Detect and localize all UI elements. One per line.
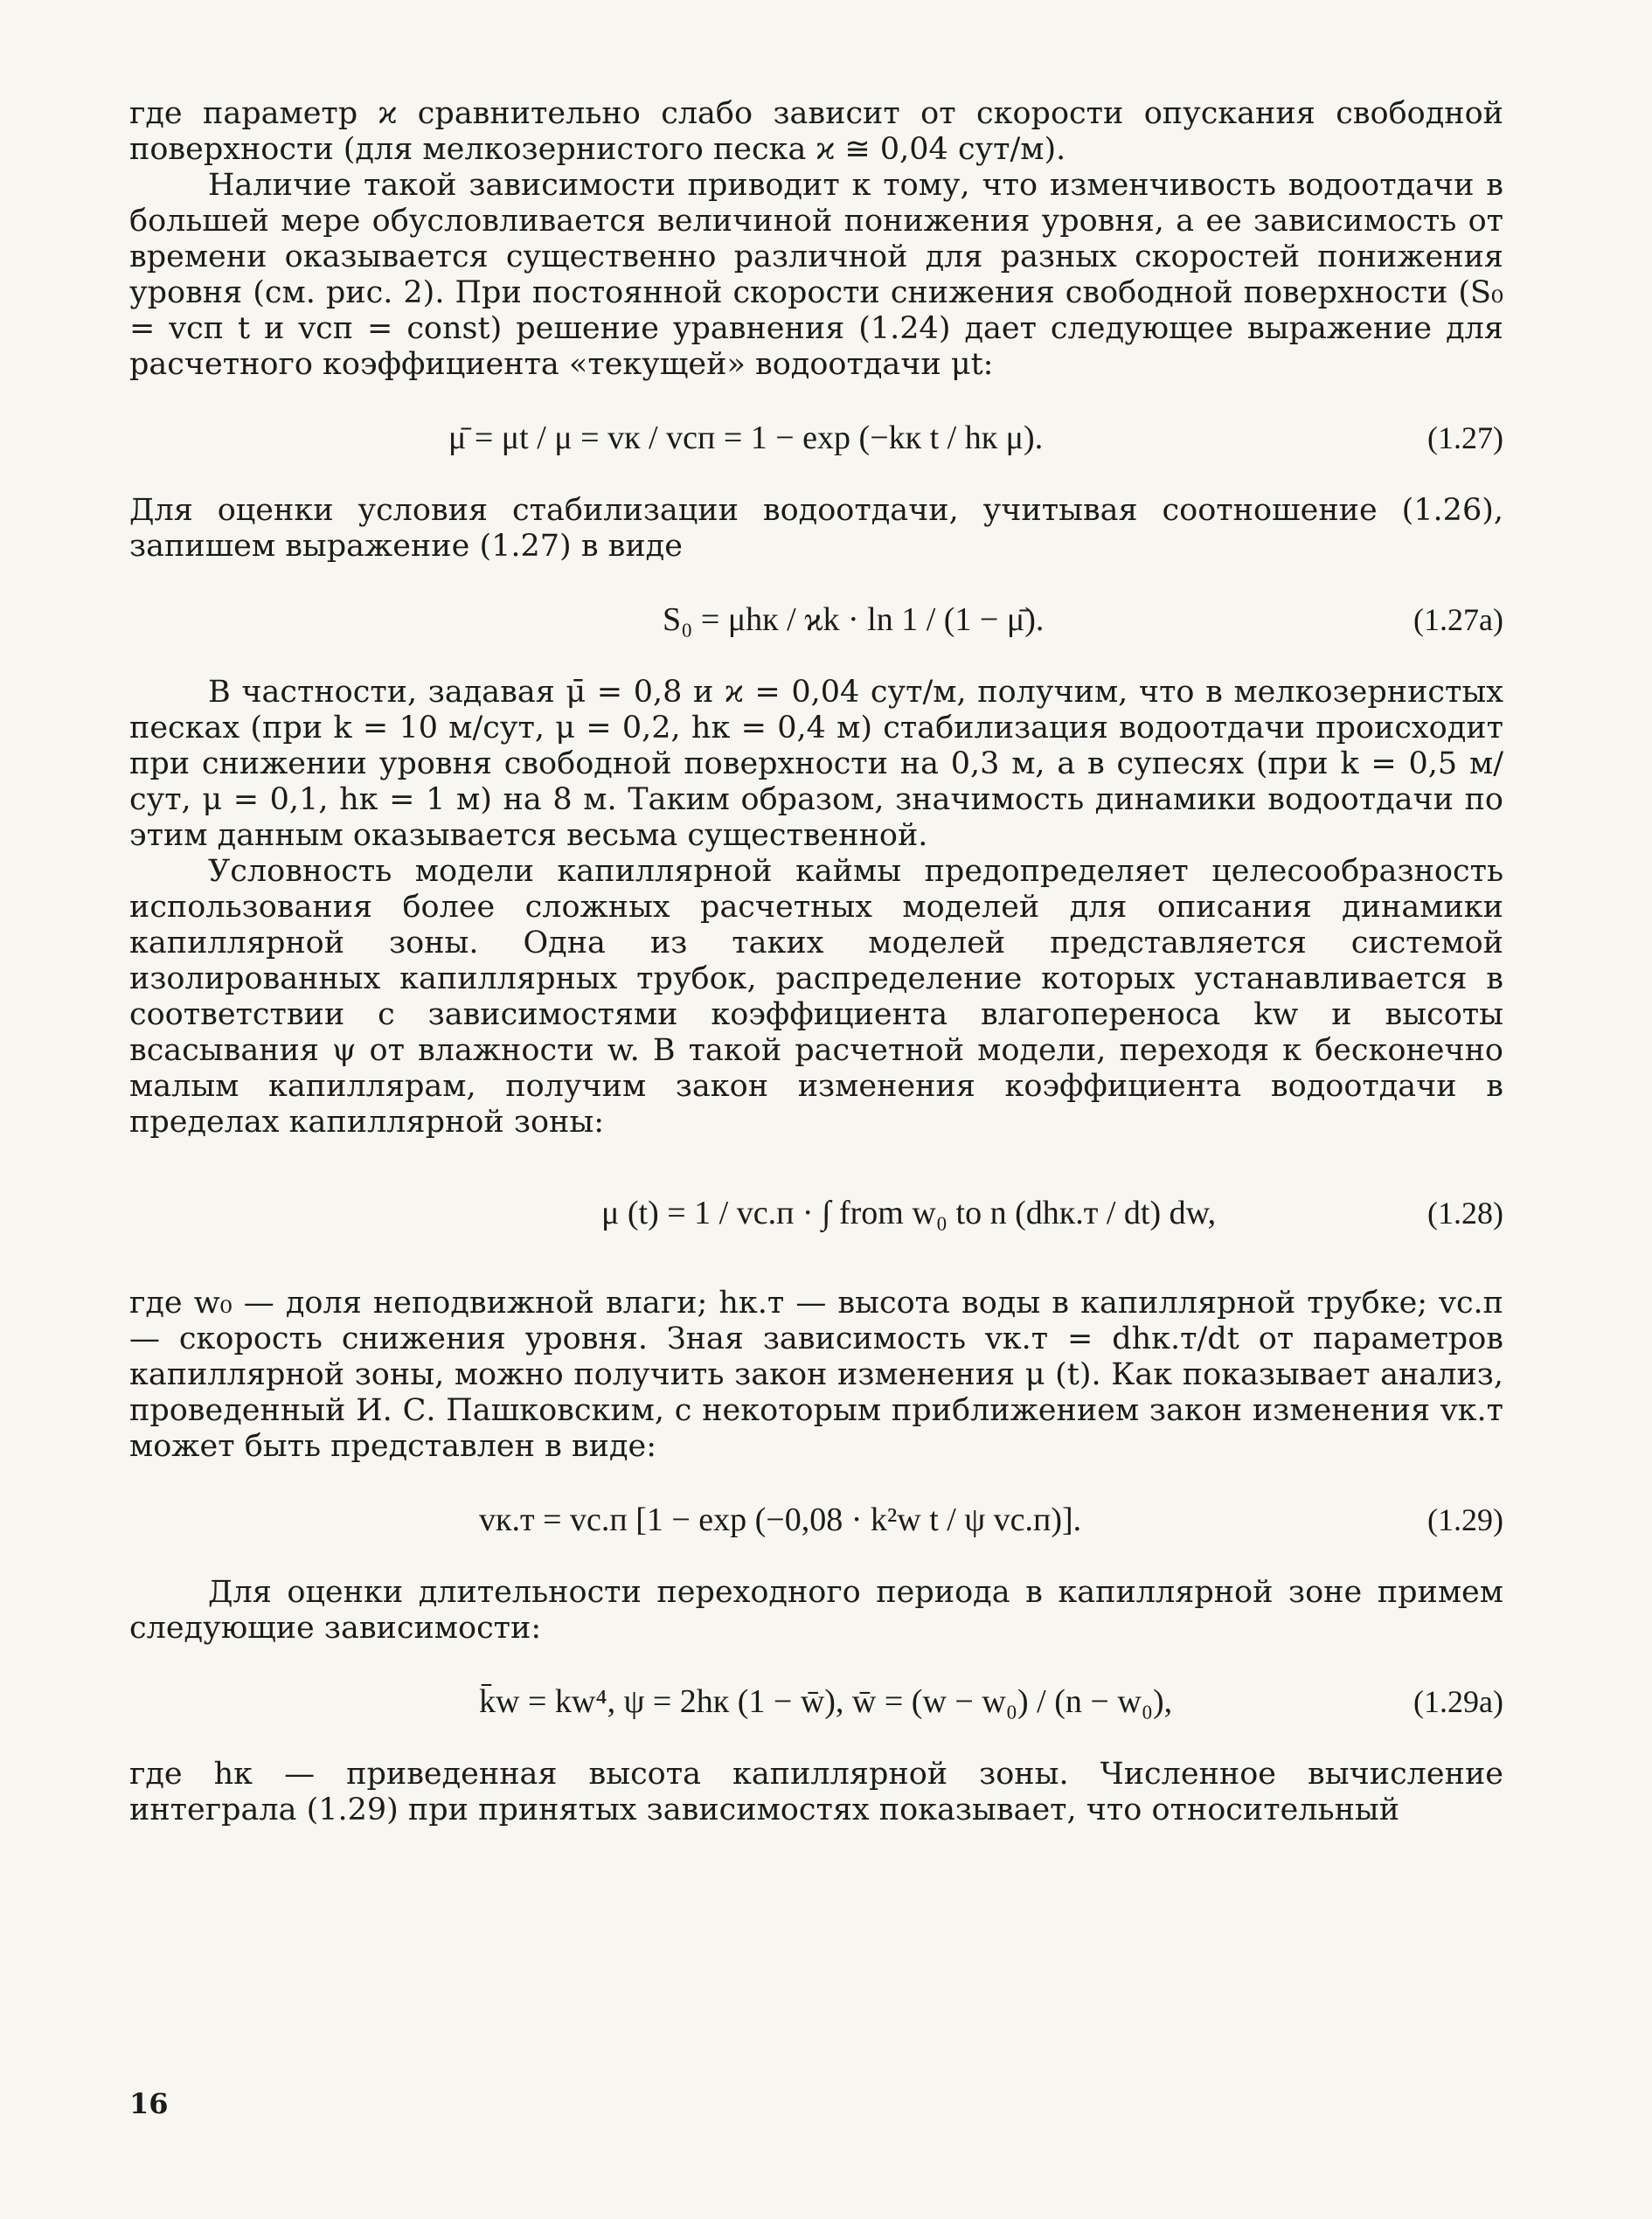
equation-1-28-formula: μ (t) = 1 / vс.п · ∫ from w₀ to n (dhк.т / dt) dw,: [601, 1195, 1217, 1231]
equation-1-28: [129, 1148, 1503, 1279]
paragraph-8: [129, 1757, 1503, 1828]
equation-1-29: [129, 1472, 1503, 1568]
paragraph-1: [129, 96, 1503, 168]
equation-1-29-formula: vк.т = vс.п [1 − exp (−0,08 · k²w t / ψ vс.п)].: [479, 1501, 1082, 1538]
equation-1-29a-number: (1.29а): [1413, 1684, 1503, 1719]
paragraph-2: [129, 168, 1503, 383]
equation-1-27: [129, 390, 1503, 486]
paragraph-6: [129, 1286, 1503, 1465]
equation-1-29-number: (1.29): [1427, 1502, 1503, 1537]
paragraph-4-text: В частности, задавая μ̄ = 0,8 и ϰ = 0,04 сут/м, получим, что в мелкозернистых песках (при k = 10 м/сут, μ = 0,2, hк = 0,4 м) стабилизация водоотдачи происходит при снижении уровня свободной поверхности на 0,3 м, а в супесях (при k = 0,5 м/сут, μ = 0,1, hк = 1 м) на 8 м. Таким образом, значимость динамики водоотдачи по этим данным оказывается весьма существенной.: [129, 675, 1503, 853]
equation-1-27-formula: μ̄ = μt / μ = vк / vсп = 1 − exp (−kк t / hк μ).: [448, 420, 1044, 456]
paragraph-5: [129, 854, 1503, 1141]
paragraph-2-text: Наличие такой зависимости приводит к тому, что изменчивость водоотдачи в большей мере обусловливается величиной понижения уровня, а ее зависимость от времени оказывается существенно различной для разных скоростей понижения уровня (см. рис. 2). При постоянной скорости снижения свободной поверхности (S₀ = vсп t и vсп = const) решение уравнения (1.24) дает следующее выражение для расчетного коэффициента «текущей» водоотдачи μt:: [129, 168, 1503, 382]
paragraph-7: [129, 1575, 1503, 1647]
paragraph-7-text: Для оценки длительности переходного периода в капиллярной зоне примем следующие зависимости:: [129, 1575, 1503, 1646]
paragraph-5-text: Условность модели капиллярной каймы предопределяет целесообразность использования более сложных расчетных моделей для описания динамики капиллярной зоны. Одна из таких моделей представляется системой изолированных капиллярных трубок, распределение которых устанавливается в соответствии с зависимостями коэффициента влагопереноса kw и высоты всасывания ψ от влажности w. В такой расчетной модели, переходя к бесконечно малым капиллярам, получим закон изменения коэффициента водоотдачи в пределах капиллярной зоны:: [129, 854, 1503, 1140]
paragraph-4: [129, 675, 1503, 854]
equation-1-29a-formula: k̄w = kw⁴, ψ = 2hк (1 − w̄), w̄ = (w − w₀) / (n − w₀),: [479, 1683, 1173, 1720]
paragraph-3-text: Для оценки условия стабилизации водоотдачи, учитывая соотношение (1.26), запишем выражение (1.27) в виде: [129, 493, 1503, 564]
equation-1-27-number: (1.27): [1427, 420, 1503, 455]
paragraph-8-text: где hк — приведенная высота капиллярной зоны. Численное вычисление интеграла (1.29) при принятых зависимостях показывает, что относительный: [129, 1757, 1503, 1827]
equation-1-27a-number: (1.27а): [1413, 602, 1503, 637]
paragraph-3: [129, 493, 1503, 565]
equation-1-28-number: (1.28): [1427, 1196, 1503, 1231]
paragraph-6-text: где w₀ — доля неподвижной влаги; hк.т — высота воды в капиллярной трубке; vс.п — скорость снижения уровня. Зная зависимость vк.т = dhк.т/dt от параметров капиллярной зоны, можно получить закон изменения μ (t). Как показывает анализ, проведенный И. С. Пашковским, с некоторым приближением закон изменения vк.т может быть представлен в виде:: [129, 1286, 1503, 1464]
paragraph-1-text: где параметр ϰ сравнительно слабо зависит от скорости опускания свободной поверхности (для мелкозернистого песка ϰ ≅ 0,04 сут/м).: [129, 96, 1503, 167]
equation-1-29a: [129, 1654, 1503, 1750]
page-number: 16: [129, 2087, 169, 2120]
equation-1-27a-formula: S₀ = μhк / ϰk · ln 1 / (1 − μ̄).: [663, 601, 1045, 638]
equation-1-27a: [129, 572, 1503, 668]
